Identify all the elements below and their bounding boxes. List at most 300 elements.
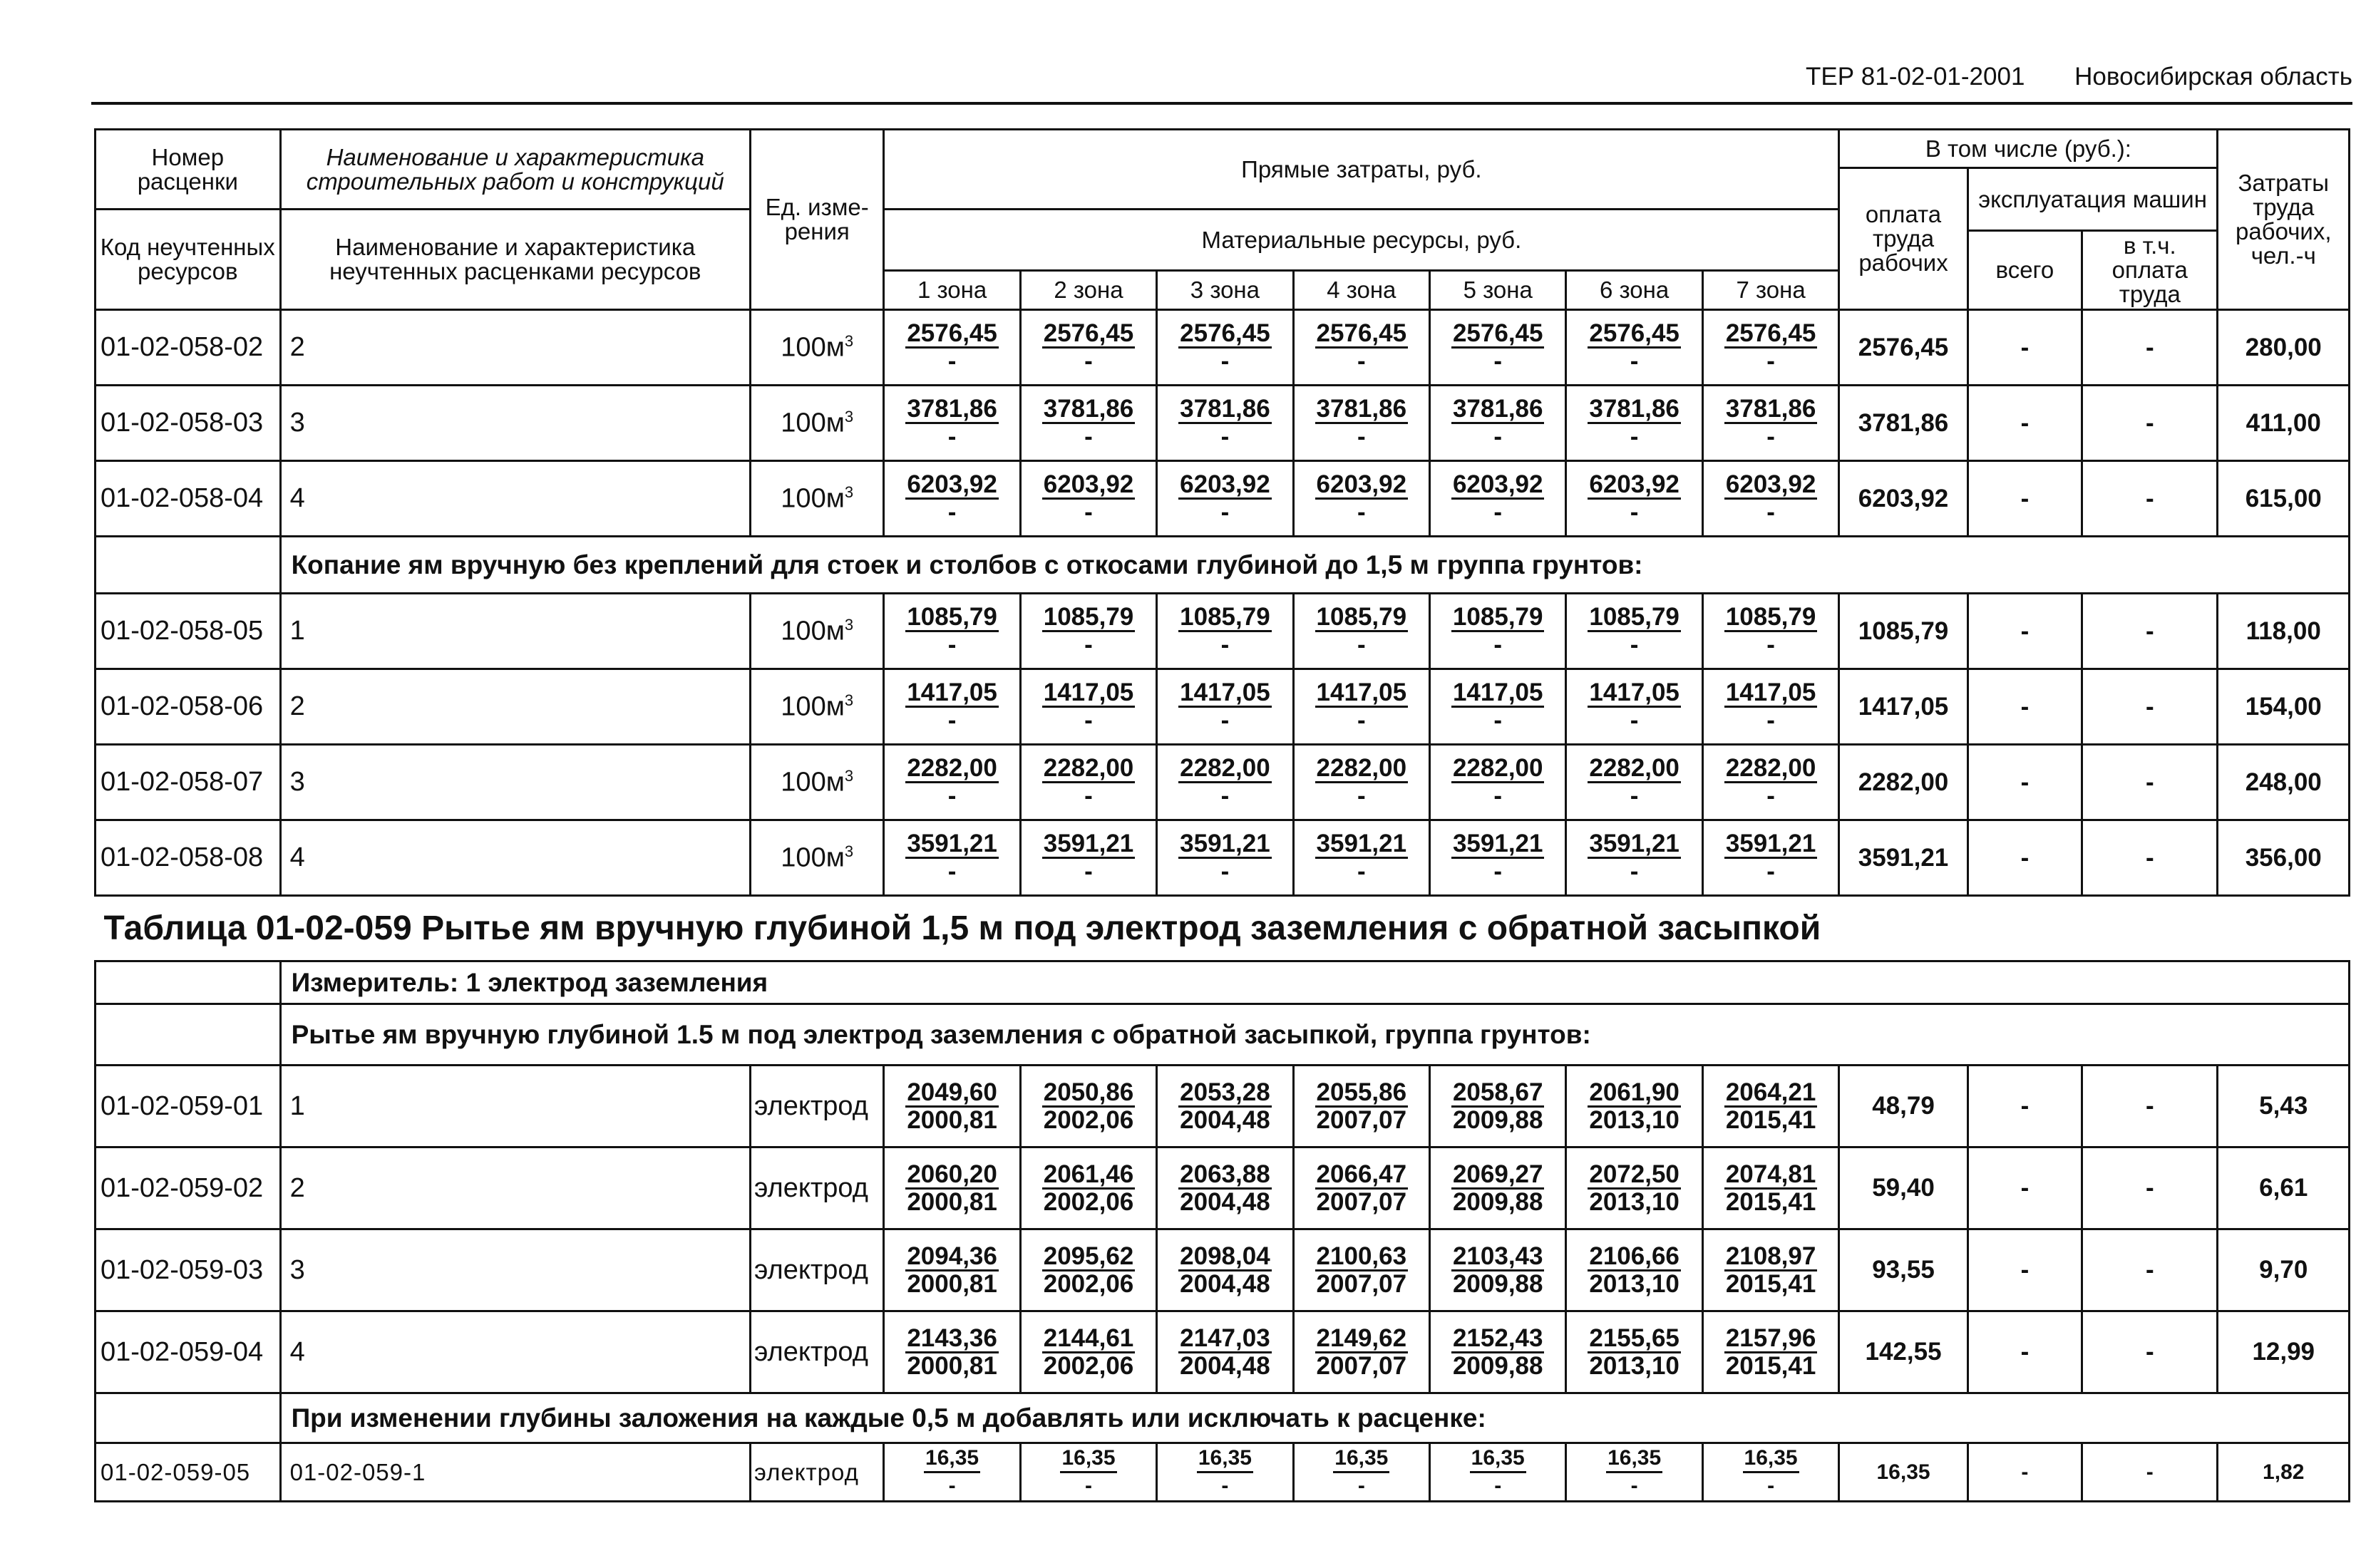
zone-material: 2013,10 bbox=[1589, 1269, 1679, 1298]
rate-name: 3 bbox=[280, 745, 750, 820]
zone-total: 2055,86 bbox=[1316, 1078, 1407, 1106]
zone-price bbox=[1702, 1443, 1839, 1502]
zone-material: - bbox=[1630, 782, 1639, 810]
zone-price bbox=[1702, 594, 1839, 669]
zone-total: 16,35 bbox=[1470, 1445, 1526, 1473]
labor-hours: 280,00 bbox=[2218, 310, 2350, 386]
machine-total: - bbox=[1967, 1229, 2082, 1311]
zone-material: - bbox=[1085, 1474, 1092, 1497]
zone-material: - bbox=[1493, 498, 1503, 526]
zone-price bbox=[1430, 386, 1566, 461]
machine-labor: - bbox=[2082, 1443, 2218, 1502]
table-row bbox=[96, 745, 2350, 820]
rate-code: 01-02-059-05 bbox=[96, 1443, 281, 1502]
machine-total: - bbox=[1967, 594, 2082, 669]
labor-hours: 5,43 bbox=[2218, 1066, 2350, 1147]
machine-labor: - bbox=[2082, 745, 2218, 820]
zone-total: 2576,45 bbox=[1180, 319, 1270, 347]
rate-name: 1 bbox=[280, 1066, 750, 1147]
zone-price bbox=[1430, 820, 1566, 896]
col-machine-total: всего bbox=[1967, 231, 2082, 310]
rate-code: 01-02-058-05 bbox=[96, 594, 281, 669]
zone-total: 1417,05 bbox=[1180, 679, 1270, 706]
zone-total: 1417,05 bbox=[1452, 679, 1543, 706]
zone-price bbox=[1430, 461, 1566, 537]
zone-price bbox=[1293, 1066, 1429, 1147]
col-zone: 2 зона bbox=[1020, 271, 1156, 310]
zone-material: - bbox=[1630, 1474, 1638, 1497]
zone-price bbox=[1702, 1229, 1839, 1311]
zone-total: 2063,88 bbox=[1180, 1160, 1270, 1188]
zone-total: 3591,21 bbox=[1589, 830, 1679, 857]
zone-material: 2015,41 bbox=[1725, 1269, 1816, 1298]
rate-name: 4 bbox=[280, 1311, 750, 1393]
zone-price bbox=[1293, 461, 1429, 537]
zone-material: - bbox=[1220, 782, 1230, 810]
zone-total: 1417,05 bbox=[1043, 679, 1134, 706]
zone-price bbox=[884, 745, 1020, 820]
zone-total: 2576,45 bbox=[1316, 319, 1407, 347]
zone-price bbox=[884, 594, 1020, 669]
zone-price bbox=[1293, 669, 1429, 745]
zone-total: 3591,21 bbox=[907, 830, 997, 857]
zone-price bbox=[1157, 1311, 1293, 1393]
empty-code-cell bbox=[96, 1393, 281, 1443]
zone-material: 2000,81 bbox=[907, 1105, 997, 1134]
zone-price bbox=[1020, 745, 1156, 820]
unit-cell bbox=[750, 820, 883, 896]
table-title: Таблица 01-02-059 Рытье ям вручную глубиной 1,5 м под электрод заземления с обратной засыпкой bbox=[96, 896, 2350, 961]
zone-price bbox=[884, 310, 1020, 386]
zone-total: 6203,92 bbox=[1589, 470, 1679, 498]
zone-material: - bbox=[1493, 347, 1503, 375]
zone-total: 2282,00 bbox=[1589, 754, 1679, 782]
zone-price bbox=[1566, 669, 1702, 745]
zone-total: 2061,46 bbox=[1043, 1160, 1134, 1188]
zone-material: - bbox=[1630, 631, 1639, 659]
zone-price bbox=[1430, 745, 1566, 820]
zone-total: 1085,79 bbox=[1043, 603, 1134, 631]
zone-total: 16,35 bbox=[1060, 1445, 1116, 1473]
zone-material: 2015,41 bbox=[1725, 1187, 1816, 1216]
section-row bbox=[96, 537, 2350, 594]
col-resource-code: Код неучтенных ресурсов bbox=[96, 210, 281, 310]
zone-material: - bbox=[1494, 1474, 1502, 1497]
rate-name: 2 bbox=[280, 310, 750, 386]
zone-total: 6203,92 bbox=[1452, 470, 1543, 498]
zone-total: 1417,05 bbox=[1316, 679, 1407, 706]
rate-name: 1 bbox=[280, 594, 750, 669]
col-direct-costs: Прямые затраты, руб. bbox=[884, 130, 1839, 210]
zone-total: 16,35 bbox=[1743, 1445, 1799, 1473]
machine-labor: - bbox=[2082, 820, 2218, 896]
zone-total: 2155,65 bbox=[1589, 1324, 1679, 1352]
col-zone: 7 зона bbox=[1702, 271, 1839, 310]
zone-total: 2282,00 bbox=[1316, 754, 1407, 782]
zone-total: 2576,45 bbox=[1589, 319, 1679, 347]
unit-value: 100м bbox=[781, 483, 845, 514]
zone-material: - bbox=[1084, 423, 1093, 450]
zone-price bbox=[1157, 310, 1293, 386]
zone-material: 2013,10 bbox=[1589, 1187, 1679, 1216]
section-heading: Копание ям вручную без креплений для стоек и столбов с откосами глубиной до 1,5 м группа грунтов: bbox=[280, 537, 2349, 594]
zone-material: - bbox=[1220, 347, 1230, 375]
col-machine-labor: в т.ч. оплата труда bbox=[2082, 231, 2218, 310]
zone-price bbox=[884, 386, 1020, 461]
zone-total: 2152,43 bbox=[1452, 1324, 1543, 1352]
zone-material: 2015,41 bbox=[1725, 1351, 1816, 1380]
zone-price bbox=[1020, 1066, 1156, 1147]
zone-price bbox=[1157, 820, 1293, 896]
unit-cell bbox=[750, 669, 883, 745]
meter-heading: Измеритель: 1 электрод заземления bbox=[280, 961, 2349, 1004]
unit-value: электрод bbox=[753, 1336, 868, 1367]
zone-material: 2002,06 bbox=[1043, 1187, 1134, 1216]
unit-value: электрод bbox=[753, 1254, 868, 1285]
zone-price bbox=[1020, 1443, 1156, 1502]
zone-price bbox=[1020, 820, 1156, 896]
zone-material: - bbox=[1357, 706, 1366, 734]
rate-code: 01-02-059-03 bbox=[96, 1229, 281, 1311]
zone-material: - bbox=[1493, 706, 1503, 734]
zone-total: 2576,45 bbox=[1043, 319, 1134, 347]
machine-total: - bbox=[1967, 386, 2082, 461]
unit-value: 100м bbox=[781, 767, 845, 798]
zone-material: - bbox=[1220, 706, 1230, 734]
zone-total: 2094,36 bbox=[907, 1242, 997, 1270]
zone-price bbox=[1430, 1229, 1566, 1311]
zone-material: 2009,88 bbox=[1452, 1351, 1543, 1380]
rate-name: 01-02-059-1 bbox=[280, 1443, 750, 1502]
rate-name: 3 bbox=[280, 386, 750, 461]
labor-hours: 615,00 bbox=[2218, 461, 2350, 537]
zone-material: - bbox=[1767, 1474, 1775, 1497]
zone-material: 2009,88 bbox=[1452, 1187, 1543, 1216]
machine-total: - bbox=[1967, 1443, 2082, 1502]
zone-material: 2007,07 bbox=[1316, 1187, 1407, 1216]
unit-exponent: 3 bbox=[844, 766, 854, 785]
zone-material: - bbox=[1084, 347, 1093, 375]
zone-total: 3781,86 bbox=[907, 395, 997, 423]
zone-material: - bbox=[1766, 782, 1775, 810]
section-row bbox=[96, 1004, 2350, 1066]
section-row bbox=[96, 1393, 2350, 1443]
zone-total: 2147,03 bbox=[1180, 1324, 1270, 1352]
unit-cell bbox=[750, 745, 883, 820]
rate-code: 01-02-059-04 bbox=[96, 1311, 281, 1393]
zone-material: 2013,10 bbox=[1589, 1351, 1679, 1380]
col-unit: Ед. изме-рения bbox=[750, 130, 883, 310]
unit-cell bbox=[750, 1066, 883, 1147]
zone-price bbox=[1702, 820, 1839, 896]
zone-price bbox=[1157, 386, 1293, 461]
zone-price bbox=[1293, 386, 1429, 461]
zone-price bbox=[1430, 1147, 1566, 1229]
col-including: В том числе (руб.): bbox=[1839, 130, 2218, 168]
zone-total: 1085,79 bbox=[1316, 603, 1407, 631]
zone-total: 2053,28 bbox=[1180, 1078, 1270, 1106]
zone-price bbox=[1702, 386, 1839, 461]
zone-total: 2149,62 bbox=[1316, 1324, 1407, 1352]
zone-price bbox=[1157, 1229, 1293, 1311]
table-row bbox=[96, 669, 2350, 745]
labor-pay: 2282,00 bbox=[1839, 745, 1967, 820]
zone-price bbox=[1566, 1229, 1702, 1311]
machine-total: - bbox=[1967, 461, 2082, 537]
zone-total: 6203,92 bbox=[1316, 470, 1407, 498]
zone-material: 2015,41 bbox=[1725, 1105, 1816, 1134]
zone-total: 2100,63 bbox=[1316, 1242, 1407, 1270]
table-body bbox=[96, 310, 2350, 1502]
zone-total: 3781,86 bbox=[1043, 395, 1134, 423]
zone-total: 16,35 bbox=[1606, 1445, 1662, 1473]
unit-exponent: 3 bbox=[844, 691, 854, 709]
zone-material: 2004,48 bbox=[1180, 1105, 1270, 1134]
machine-total: - bbox=[1967, 820, 2082, 896]
zone-total: 6203,92 bbox=[1725, 470, 1816, 498]
zone-price bbox=[1293, 820, 1429, 896]
zone-total: 3591,21 bbox=[1316, 830, 1407, 857]
machine-total: - bbox=[1967, 1147, 2082, 1229]
rate-code: 01-02-058-07 bbox=[96, 745, 281, 820]
zone-material: - bbox=[1493, 857, 1503, 885]
table-row bbox=[96, 1443, 2350, 1502]
labor-pay: 1417,05 bbox=[1839, 669, 1967, 745]
zone-total: 16,35 bbox=[1197, 1445, 1253, 1473]
zone-material: 2004,48 bbox=[1180, 1187, 1270, 1216]
rate-name: 4 bbox=[280, 820, 750, 896]
zone-price bbox=[1566, 386, 1702, 461]
zone-material: 2013,10 bbox=[1589, 1105, 1679, 1134]
zone-material: - bbox=[947, 631, 957, 659]
zone-total: 1085,79 bbox=[907, 603, 997, 631]
col-zone: 1 зона bbox=[884, 271, 1020, 310]
rate-name: 3 bbox=[280, 1229, 750, 1311]
zone-total: 2074,81 bbox=[1725, 1160, 1816, 1188]
zone-price bbox=[1566, 1443, 1702, 1502]
zone-material: - bbox=[1220, 631, 1230, 659]
zone-material: - bbox=[1220, 498, 1230, 526]
section-row bbox=[96, 961, 2350, 1004]
labor-pay: 93,55 bbox=[1839, 1229, 1967, 1311]
labor-pay: 142,55 bbox=[1839, 1311, 1967, 1393]
zone-total: 2049,60 bbox=[907, 1078, 997, 1106]
unit-value: 100м bbox=[781, 842, 845, 873]
zone-total: 2282,00 bbox=[1725, 754, 1816, 782]
zone-price bbox=[1157, 669, 1293, 745]
zone-total: 2108,97 bbox=[1725, 1242, 1816, 1270]
zone-material: - bbox=[1766, 423, 1775, 450]
zone-total: 3591,21 bbox=[1452, 830, 1543, 857]
zone-total: 2282,00 bbox=[1043, 754, 1134, 782]
unit-value: 100м bbox=[781, 408, 845, 438]
zone-total: 2282,00 bbox=[1452, 754, 1543, 782]
zone-price bbox=[1157, 745, 1293, 820]
labor-hours: 118,00 bbox=[2218, 594, 2350, 669]
zone-total: 2072,50 bbox=[1589, 1160, 1679, 1188]
zone-price bbox=[1293, 310, 1429, 386]
labor-hours: 1,82 bbox=[2218, 1443, 2350, 1502]
machine-labor: - bbox=[2082, 386, 2218, 461]
machine-labor: - bbox=[2082, 1147, 2218, 1229]
labor-pay: 48,79 bbox=[1839, 1066, 1967, 1147]
zone-material: 2002,06 bbox=[1043, 1105, 1134, 1134]
zone-price bbox=[1702, 745, 1839, 820]
table-title-row bbox=[96, 896, 2350, 961]
col-machine-ops: эксплуатация машин bbox=[1967, 168, 2218, 231]
machine-total: - bbox=[1967, 1311, 2082, 1393]
zone-price bbox=[884, 820, 1020, 896]
zone-price bbox=[1157, 461, 1293, 537]
unit-value: 100м bbox=[781, 332, 845, 363]
zone-price bbox=[1566, 461, 1702, 537]
zone-material: - bbox=[1630, 857, 1639, 885]
labor-pay: 3781,86 bbox=[1839, 386, 1967, 461]
unit-cell bbox=[750, 386, 883, 461]
zone-material: - bbox=[1630, 706, 1639, 734]
machine-labor: - bbox=[2082, 1311, 2218, 1393]
zone-price bbox=[1430, 1443, 1566, 1502]
zone-price bbox=[1430, 310, 1566, 386]
zone-material: - bbox=[1766, 347, 1775, 375]
rate-code: 01-02-058-08 bbox=[96, 820, 281, 896]
zone-total: 2095,62 bbox=[1043, 1242, 1134, 1270]
zone-material: 2004,48 bbox=[1180, 1351, 1270, 1380]
zone-total: 1085,79 bbox=[1589, 603, 1679, 631]
zone-total: 3781,86 bbox=[1316, 395, 1407, 423]
zone-price bbox=[1702, 1066, 1839, 1147]
machine-labor: - bbox=[2082, 461, 2218, 537]
zone-total: 3781,86 bbox=[1589, 395, 1679, 423]
table-row bbox=[96, 1229, 2350, 1311]
labor-pay: 1085,79 bbox=[1839, 594, 1967, 669]
empty-code-cell bbox=[96, 961, 281, 1004]
zone-material: - bbox=[1357, 631, 1366, 659]
zone-price bbox=[1293, 745, 1429, 820]
zone-price bbox=[1566, 1147, 1702, 1229]
zone-total: 2576,45 bbox=[907, 319, 997, 347]
zone-material: - bbox=[1493, 423, 1503, 450]
zone-price bbox=[884, 1229, 1020, 1311]
zone-material: - bbox=[947, 498, 957, 526]
col-labor-costs: Затраты труда рабочих, чел.-ч bbox=[2218, 130, 2350, 310]
zone-material: - bbox=[1357, 1474, 1365, 1497]
table-row bbox=[96, 386, 2350, 461]
machine-total: - bbox=[1967, 669, 2082, 745]
rate-code: 01-02-058-02 bbox=[96, 310, 281, 386]
unit-value: электрод bbox=[753, 1090, 868, 1121]
zone-price bbox=[1020, 461, 1156, 537]
zone-price bbox=[1020, 1229, 1156, 1311]
labor-hours: 6,61 bbox=[2218, 1147, 2350, 1229]
zone-material: - bbox=[1084, 857, 1093, 885]
machine-total: - bbox=[1967, 310, 2082, 386]
rate-code: 01-02-059-02 bbox=[96, 1147, 281, 1229]
zone-material: 2000,81 bbox=[907, 1351, 997, 1380]
table-row bbox=[96, 310, 2350, 386]
unit-cell bbox=[750, 1443, 883, 1502]
zone-price bbox=[1293, 1311, 1429, 1393]
zone-price bbox=[1566, 1066, 1702, 1147]
zone-material: 2004,48 bbox=[1180, 1269, 1270, 1298]
zone-price bbox=[1020, 386, 1156, 461]
zone-total: 2064,21 bbox=[1725, 1078, 1816, 1106]
unit-value: электрод bbox=[753, 1458, 859, 1485]
zone-total: 6203,92 bbox=[907, 470, 997, 498]
zone-total: 1417,05 bbox=[907, 679, 997, 706]
zone-price bbox=[1566, 310, 1702, 386]
col-zone: 5 зона bbox=[1430, 271, 1566, 310]
zone-total: 2060,20 bbox=[907, 1160, 997, 1188]
zone-material: - bbox=[1493, 631, 1503, 659]
rate-code: 01-02-059-01 bbox=[96, 1066, 281, 1147]
region: Новосибирская область bbox=[2074, 63, 2352, 91]
unit-value: 100м bbox=[781, 691, 845, 722]
zone-total: 2061,90 bbox=[1589, 1078, 1679, 1106]
labor-pay: 16,35 bbox=[1839, 1443, 1967, 1502]
zone-total: 2058,67 bbox=[1452, 1078, 1543, 1106]
zone-total: 1417,05 bbox=[1725, 679, 1816, 706]
zone-material: - bbox=[1220, 423, 1230, 450]
zone-material: - bbox=[1630, 423, 1639, 450]
zone-price bbox=[1293, 1443, 1429, 1502]
unit-cell bbox=[750, 1147, 883, 1229]
labor-hours: 411,00 bbox=[2218, 386, 2350, 461]
zone-total: 2103,43 bbox=[1452, 1242, 1543, 1270]
zone-total: 1417,05 bbox=[1589, 679, 1679, 706]
unit-exponent: 3 bbox=[844, 407, 854, 425]
zone-price bbox=[1430, 669, 1566, 745]
zone-price bbox=[884, 1311, 1020, 1393]
zone-total: 3591,21 bbox=[1725, 830, 1816, 857]
zone-price bbox=[1020, 1147, 1156, 1229]
machine-labor: - bbox=[2082, 1229, 2218, 1311]
empty-code-cell bbox=[96, 537, 281, 594]
zone-price bbox=[1020, 310, 1156, 386]
zone-material: - bbox=[1766, 706, 1775, 734]
labor-hours: 9,70 bbox=[2218, 1229, 2350, 1311]
rate-name: 2 bbox=[280, 669, 750, 745]
col-resource-name: Наименование и характеристика неучтенных расценками ресурсов bbox=[280, 210, 750, 310]
zone-material: 2002,06 bbox=[1043, 1351, 1134, 1380]
zone-total: 1085,79 bbox=[1725, 603, 1816, 631]
unit-exponent: 3 bbox=[844, 842, 854, 860]
zone-material: - bbox=[1084, 498, 1093, 526]
zone-material: - bbox=[947, 782, 957, 810]
zone-material: - bbox=[1357, 782, 1366, 810]
zone-price bbox=[1430, 1066, 1566, 1147]
zone-price bbox=[1020, 669, 1156, 745]
zone-total: 6203,92 bbox=[1180, 470, 1270, 498]
zone-total: 2050,86 bbox=[1043, 1078, 1134, 1106]
zone-total: 2069,27 bbox=[1452, 1160, 1543, 1188]
zone-price bbox=[1566, 820, 1702, 896]
table-row bbox=[96, 594, 2350, 669]
zone-total: 2282,00 bbox=[1180, 754, 1270, 782]
section-heading: При изменении глубины заложения на каждые 0,5 м добавлять или исключать к расценке: bbox=[280, 1393, 2349, 1443]
zone-price bbox=[1430, 594, 1566, 669]
zone-total: 2576,45 bbox=[1452, 319, 1543, 347]
table-row bbox=[96, 820, 2350, 896]
zone-price bbox=[1293, 1147, 1429, 1229]
zone-total: 2098,04 bbox=[1180, 1242, 1270, 1270]
zone-price bbox=[884, 1443, 1020, 1502]
zone-material: - bbox=[1357, 498, 1366, 526]
unit-cell bbox=[750, 1229, 883, 1311]
zone-price bbox=[1020, 594, 1156, 669]
zone-material: - bbox=[947, 347, 957, 375]
zone-total: 3781,86 bbox=[1725, 395, 1816, 423]
